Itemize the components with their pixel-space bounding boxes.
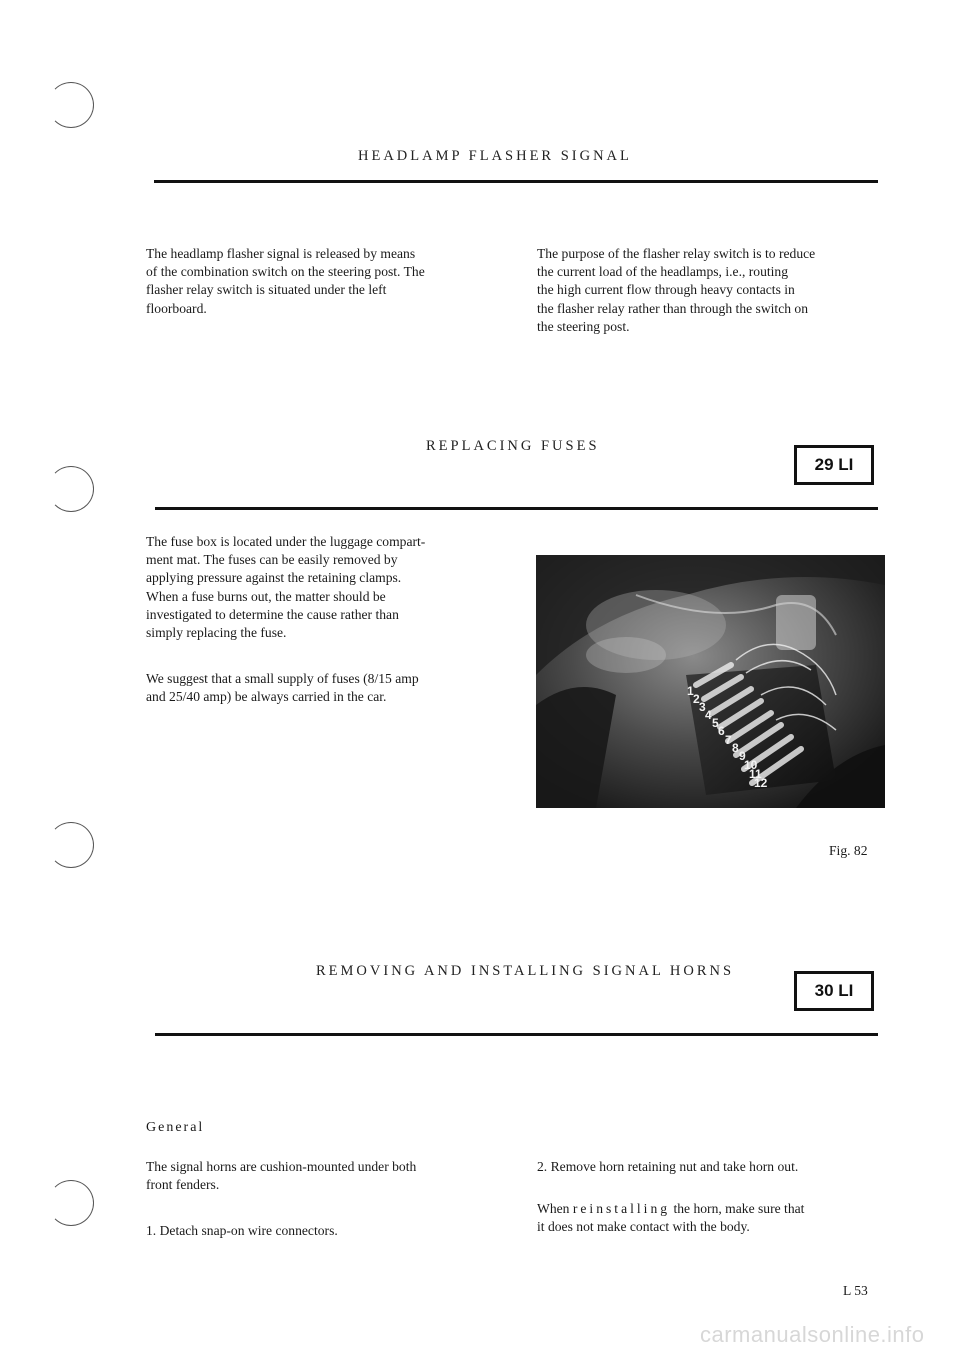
horns-step-1: 1. Detach snap-on wire connectors. bbox=[146, 1223, 338, 1238]
horns-reinstall-paragraph: When reinstalling the horn, make sure that it does not make contact with the body. bbox=[537, 1201, 805, 1235]
punch-hole-4 bbox=[48, 1180, 94, 1226]
fuse-box-photo-art bbox=[536, 555, 885, 808]
fuse-number-label: 5 bbox=[712, 716, 719, 730]
punch-hole-2 bbox=[48, 466, 94, 512]
punch-hole-1 bbox=[48, 82, 94, 128]
figure-caption: Fig. 82 bbox=[829, 843, 868, 858]
horns-title: REMOVING AND INSTALLING SIGNAL HORNS bbox=[316, 963, 735, 979]
fuse-number-label: 2 bbox=[693, 692, 700, 706]
reinstalling-emphasis: reinstalling bbox=[572, 1201, 671, 1216]
fuse-number-label: 10 bbox=[744, 758, 758, 772]
fuses-title: REPLACING FUSES bbox=[426, 438, 600, 454]
fuse-number-label: 9 bbox=[739, 749, 746, 763]
fuse-number-label: 11 bbox=[749, 767, 762, 781]
headlamp-rule bbox=[154, 180, 878, 183]
fuses-badge: 29 LI bbox=[794, 445, 874, 485]
fuse-box-photo bbox=[536, 555, 885, 808]
watermark: carmanualsonline.info bbox=[700, 1322, 925, 1347]
fuse-number-label: 12 bbox=[754, 776, 768, 790]
headlamp-left-paragraph: The headlamp flasher signal is released by means of the combination switch on the steering post. The flasher relay switch is situated under the left floorboard. bbox=[146, 246, 425, 316]
fuses-paragraph-1: The fuse box is located under the luggage compart- ment mat. The fuses can be easily removed by applying pressure against the retaining clamps. When a fuse burns out, the matter should be investigated to determine the cause rather than simply replacing the fuse. bbox=[146, 534, 426, 641]
horns-intro-paragraph: The signal horns are cushion-mounted under both front fenders. bbox=[146, 1159, 417, 1193]
fuse-number-label: 1 bbox=[687, 684, 694, 698]
headlamp-right-paragraph: The purpose of the flasher relay switch is to reduce the current load of the headlamps, i.e., routing the high current flow through heavy contacts in the flasher relay rather than through the switch on the steering post. bbox=[537, 246, 816, 334]
page-number: L 53 bbox=[843, 1283, 868, 1298]
horns-rule bbox=[155, 1033, 878, 1036]
fuse-number-label: 6 bbox=[718, 724, 725, 738]
fuse-number-label: 8 bbox=[732, 741, 739, 755]
fuse-number-label: 7 bbox=[725, 733, 732, 747]
fuse-number-label: 4 bbox=[705, 708, 712, 722]
fuse-number-label: 3 bbox=[699, 700, 706, 714]
general-subheading: General bbox=[146, 1120, 205, 1135]
fuses-paragraph-2: We suggest that a small supply of fuses (8/15 amp and 25/40 amp) be always carried in the car. bbox=[146, 671, 419, 705]
horns-badge: 30 LI bbox=[794, 971, 874, 1011]
fuses-rule bbox=[155, 507, 878, 510]
punch-hole-3 bbox=[48, 822, 94, 868]
horns-step-2: 2. Remove horn retaining nut and take horn out. bbox=[537, 1159, 799, 1174]
headlamp-title: HEADLAMP FLASHER SIGNAL bbox=[358, 148, 632, 164]
